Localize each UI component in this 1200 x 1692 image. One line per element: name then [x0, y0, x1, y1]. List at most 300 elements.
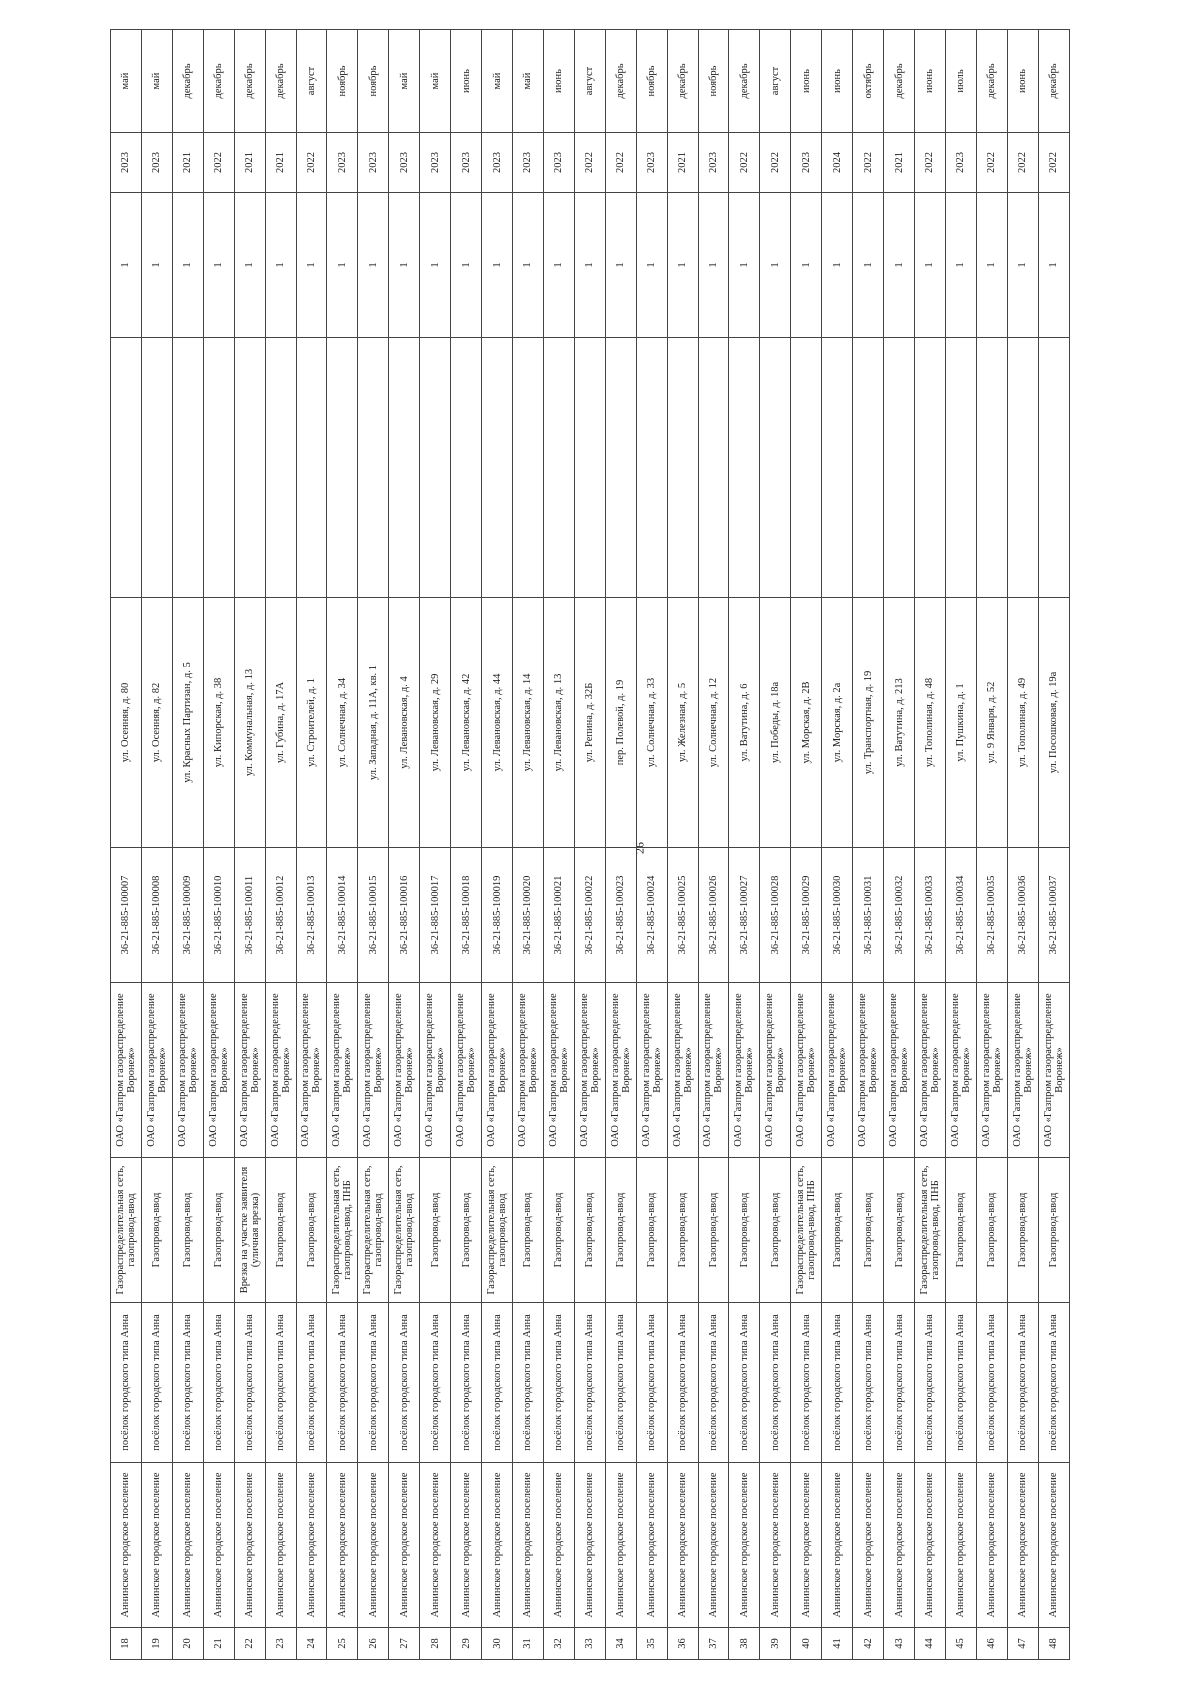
- cell-address: ул. Солнечная, д. 34: [327, 598, 358, 848]
- cell-year: 2023: [791, 133, 822, 193]
- cell-code: 36-21-885-100021: [543, 848, 574, 983]
- cell-object-type: Газопровод-ввод: [141, 1158, 172, 1303]
- cell-num: 42: [853, 1628, 884, 1660]
- cell-object-type: Газопровод-ввод: [729, 1158, 760, 1303]
- cell-settlement: Аннинское городское поселение: [945, 1463, 976, 1628]
- cell-empty: [482, 338, 513, 598]
- cell-object-type: Газопровод-ввод: [884, 1158, 915, 1303]
- cell-address: ул. Солнечная, д. 33: [636, 598, 667, 848]
- cell-month: июнь: [822, 30, 853, 133]
- cell-settlement: Аннинское городское поселение: [203, 1463, 234, 1628]
- cell-year: 2023: [945, 133, 976, 193]
- cell-locality: посёлок городского типа Анна: [853, 1303, 884, 1463]
- cell-month: декабрь: [884, 30, 915, 133]
- cell-month: июнь: [1007, 30, 1038, 133]
- cell-empty: [358, 338, 389, 598]
- cell-count: 1: [389, 193, 420, 338]
- cell-owner: ОАО «Газпром газораспределение Воронеж»: [698, 983, 729, 1158]
- cell-owner: ОАО «Газпром газораспределение Воронеж»: [296, 983, 327, 1158]
- cell-locality: посёлок городского типа Анна: [1007, 1303, 1038, 1463]
- cell-empty: [698, 338, 729, 598]
- cell-address: ул. Левановская, д. 44: [482, 598, 513, 848]
- cell-locality: посёлок городского типа Анна: [574, 1303, 605, 1463]
- table-row: [482, 30, 513, 1660]
- cell-object-type: Газопровод-ввод: [512, 1158, 543, 1303]
- cell-num: 48: [1038, 1628, 1069, 1660]
- cell-address: ул. Морская, д. 2В: [791, 598, 822, 848]
- cell-owner: ОАО «Газпром газораспределение Воронеж»: [234, 983, 265, 1158]
- cell-owner: ОАО «Газпром газораспределение Воронеж»: [729, 983, 760, 1158]
- cell-year: 2022: [976, 133, 1007, 193]
- table-row: [543, 30, 574, 1660]
- cell-num: 34: [605, 1628, 636, 1660]
- cell-num: 22: [234, 1628, 265, 1660]
- cell-settlement: Аннинское городское поселение: [574, 1463, 605, 1628]
- cell-settlement: Аннинское городское поселение: [791, 1463, 822, 1628]
- cell-address: ул. Осенняя, д. 82: [141, 598, 172, 848]
- cell-month: ноябрь: [636, 30, 667, 133]
- cell-count: 1: [296, 193, 327, 338]
- table-row: [141, 30, 172, 1660]
- cell-owner: ОАО «Газпром газораспределение Воронеж»: [976, 983, 1007, 1158]
- cell-settlement: Аннинское городское поселение: [976, 1463, 1007, 1628]
- cell-object-type: Газопровод-ввод: [1007, 1158, 1038, 1303]
- cell-locality: посёлок городского типа Анна: [420, 1303, 451, 1463]
- cell-empty: [141, 338, 172, 598]
- cell-address: ул. Левановская, д. 4: [389, 598, 420, 848]
- table-row: [729, 30, 760, 1660]
- table-row: [203, 30, 234, 1660]
- cell-year: 2021: [667, 133, 698, 193]
- cell-year: 2023: [389, 133, 420, 193]
- table-row: [389, 30, 420, 1660]
- cell-object-type: Газопровод-ввод: [172, 1158, 203, 1303]
- rotated-page-content: [110, 30, 1070, 1660]
- cell-empty: [636, 338, 667, 598]
- cell-owner: ОАО «Газпром газораспределение Воронеж»: [420, 983, 451, 1158]
- table-row: [1038, 30, 1069, 1660]
- cell-settlement: Аннинское городское поселение: [1038, 1463, 1069, 1628]
- table-row: [884, 30, 915, 1660]
- cell-year: 2022: [853, 133, 884, 193]
- cell-object-type: Врезка на участке заявителя (уличная врезка): [234, 1158, 265, 1303]
- cell-count: 1: [791, 193, 822, 338]
- cell-count: 1: [1007, 193, 1038, 338]
- cell-month: ноябрь: [327, 30, 358, 133]
- cell-empty: [822, 338, 853, 598]
- cell-num: 25: [327, 1628, 358, 1660]
- cell-owner: ОАО «Газпром газораспределение Воронеж»: [327, 983, 358, 1158]
- cell-empty: [172, 338, 203, 598]
- cell-count: 1: [698, 193, 729, 338]
- cell-settlement: Аннинское городское поселение: [358, 1463, 389, 1628]
- cell-code: 36-21-885-100020: [512, 848, 543, 983]
- cell-code: 36-21-885-100030: [822, 848, 853, 983]
- cell-code: 36-21-885-100011: [234, 848, 265, 983]
- cell-empty: [420, 338, 451, 598]
- cell-settlement: Аннинское городское поселение: [327, 1463, 358, 1628]
- cell-count: 1: [667, 193, 698, 338]
- cell-code: 36-21-885-100010: [203, 848, 234, 983]
- table-row: [914, 30, 945, 1660]
- table-row: [791, 30, 822, 1660]
- cell-count: 1: [605, 193, 636, 338]
- cell-owner: ОАО «Газпром газораспределение Воронеж»: [543, 983, 574, 1158]
- cell-locality: посёлок городского типа Анна: [636, 1303, 667, 1463]
- cell-code: 36-21-885-100025: [667, 848, 698, 983]
- cell-owner: ОАО «Газпром газораспределение Воронеж»: [945, 983, 976, 1158]
- cell-owner: ОАО «Газпром газораспределение Воронеж»: [574, 983, 605, 1158]
- cell-count: 1: [1038, 193, 1069, 338]
- cell-object-type: Газораспределительная сеть, газопровод-ввод, ПНБ: [791, 1158, 822, 1303]
- cell-settlement: Аннинское городское поселение: [451, 1463, 482, 1628]
- cell-year: 2022: [729, 133, 760, 193]
- cell-object-type: Газопровод-ввод: [976, 1158, 1007, 1303]
- cell-code: 36-21-885-100018: [451, 848, 482, 983]
- cell-address: ул. Тополиная, д. 48: [914, 598, 945, 848]
- cell-code: 36-21-885-100032: [884, 848, 915, 983]
- cell-num: 30: [482, 1628, 513, 1660]
- cell-object-type: Газораспределительная сеть, газопровод-ввод: [482, 1158, 513, 1303]
- cell-empty: [914, 338, 945, 598]
- cell-year: 2021: [172, 133, 203, 193]
- cell-settlement: Аннинское городское поселение: [543, 1463, 574, 1628]
- cell-owner: ОАО «Газпром газораспределение Воронеж»: [914, 983, 945, 1158]
- cell-count: 1: [884, 193, 915, 338]
- cell-num: 38: [729, 1628, 760, 1660]
- cell-object-type: Газораспределительная сеть, газопровод-ввод, ПНБ: [914, 1158, 945, 1303]
- cell-code: 36-21-885-100016: [389, 848, 420, 983]
- cell-code: 36-21-885-100013: [296, 848, 327, 983]
- cell-month: декабрь: [667, 30, 698, 133]
- cell-code: 36-21-885-100028: [760, 848, 791, 983]
- cell-year: 2023: [327, 133, 358, 193]
- cell-month: август: [296, 30, 327, 133]
- cell-object-type: Газораспределительная сеть, газопровод-ввод: [111, 1158, 142, 1303]
- cell-locality: посёлок городского типа Анна: [791, 1303, 822, 1463]
- cell-object-type: Газопровод-ввод: [822, 1158, 853, 1303]
- cell-empty: [512, 338, 543, 598]
- cell-count: 1: [512, 193, 543, 338]
- cell-owner: ОАО «Газпром газораспределение Воронеж»: [203, 983, 234, 1158]
- cell-year: 2021: [884, 133, 915, 193]
- cell-code: 36-21-885-100007: [111, 848, 142, 983]
- cell-object-type: Газопровод-ввод: [574, 1158, 605, 1303]
- cell-address: ул. Красных Партизан, д. 5: [172, 598, 203, 848]
- cell-address: ул. Ватутина, д. 6: [729, 598, 760, 848]
- table-row: [853, 30, 884, 1660]
- table-row: [512, 30, 543, 1660]
- cell-count: 1: [111, 193, 142, 338]
- cell-count: 1: [729, 193, 760, 338]
- cell-locality: посёлок городского типа Анна: [698, 1303, 729, 1463]
- cell-year: 2023: [698, 133, 729, 193]
- cell-locality: посёлок городского типа Анна: [945, 1303, 976, 1463]
- cell-num: 19: [141, 1628, 172, 1660]
- cell-num: 37: [698, 1628, 729, 1660]
- cell-empty: [1007, 338, 1038, 598]
- cell-count: 1: [451, 193, 482, 338]
- cell-num: 35: [636, 1628, 667, 1660]
- cell-num: 45: [945, 1628, 976, 1660]
- cell-year: 2022: [914, 133, 945, 193]
- cell-empty: [976, 338, 1007, 598]
- cell-address: ул. Левановская, д. 42: [451, 598, 482, 848]
- cell-empty: [884, 338, 915, 598]
- cell-month: август: [574, 30, 605, 133]
- cell-empty: [203, 338, 234, 598]
- cell-month: октябрь: [853, 30, 884, 133]
- cell-settlement: Аннинское городское поселение: [636, 1463, 667, 1628]
- cell-count: 1: [234, 193, 265, 338]
- page-number: 26: [632, 842, 647, 854]
- cell-locality: посёлок городского типа Анна: [203, 1303, 234, 1463]
- cell-object-type: Газопровод-ввод: [698, 1158, 729, 1303]
- cell-code: 36-21-885-100014: [327, 848, 358, 983]
- cell-month: июнь: [791, 30, 822, 133]
- cell-month: май: [512, 30, 543, 133]
- cell-settlement: Аннинское городское поселение: [884, 1463, 915, 1628]
- cell-num: 43: [884, 1628, 915, 1660]
- cell-month: май: [111, 30, 142, 133]
- cell-locality: посёлок городского типа Анна: [512, 1303, 543, 1463]
- cell-month: май: [482, 30, 513, 133]
- cell-empty: [265, 338, 296, 598]
- cell-owner: ОАО «Газпром газораспределение Воронеж»: [1007, 983, 1038, 1158]
- table-row: [420, 30, 451, 1660]
- cell-locality: посёлок городского типа Анна: [1038, 1303, 1069, 1463]
- cell-year: 2023: [543, 133, 574, 193]
- cell-count: 1: [945, 193, 976, 338]
- cell-num: 33: [574, 1628, 605, 1660]
- cell-num: 31: [512, 1628, 543, 1660]
- cell-num: 39: [760, 1628, 791, 1660]
- cell-address: ул. Солнечная, д. 12: [698, 598, 729, 848]
- cell-year: 2022: [605, 133, 636, 193]
- cell-owner: ОАО «Газпром газораспределение Воронеж»: [636, 983, 667, 1158]
- cell-count: 1: [760, 193, 791, 338]
- cell-code: 36-21-885-100026: [698, 848, 729, 983]
- cell-settlement: Аннинское городское поселение: [729, 1463, 760, 1628]
- cell-owner: ОАО «Газпром газораспределение Воронеж»: [482, 983, 513, 1158]
- cell-count: 1: [420, 193, 451, 338]
- cell-empty: [945, 338, 976, 598]
- cell-empty: [234, 338, 265, 598]
- table-row: [172, 30, 203, 1660]
- table-row: [945, 30, 976, 1660]
- cell-object-type: Газопровод-ввод: [265, 1158, 296, 1303]
- cell-settlement: Аннинское городское поселение: [482, 1463, 513, 1628]
- cell-locality: посёлок городского типа Анна: [389, 1303, 420, 1463]
- cell-object-type: Газопровод-ввод: [543, 1158, 574, 1303]
- cell-count: 1: [636, 193, 667, 338]
- cell-settlement: Аннинское городское поселение: [296, 1463, 327, 1628]
- cell-locality: посёлок городского типа Анна: [451, 1303, 482, 1463]
- cell-code: 36-21-885-100027: [729, 848, 760, 983]
- cell-code: 36-21-885-100024: [636, 848, 667, 983]
- cell-settlement: Аннинское городское поселение: [172, 1463, 203, 1628]
- cell-year: 2023: [420, 133, 451, 193]
- cell-count: 1: [543, 193, 574, 338]
- cell-locality: посёлок городского типа Анна: [884, 1303, 915, 1463]
- cell-owner: ОАО «Газпром газораспределение Воронеж»: [884, 983, 915, 1158]
- cell-num: 18: [111, 1628, 142, 1660]
- cell-object-type: Газопровод-ввод: [1038, 1158, 1069, 1303]
- table-row: [296, 30, 327, 1660]
- cell-year: 2023: [358, 133, 389, 193]
- cell-empty: [791, 338, 822, 598]
- cell-settlement: Аннинское городское поселение: [914, 1463, 945, 1628]
- cell-empty: [389, 338, 420, 598]
- cell-object-type: Газопровод-ввод: [760, 1158, 791, 1303]
- cell-object-type: Газопровод-ввод: [853, 1158, 884, 1303]
- cell-object-type: Газопровод-ввод: [667, 1158, 698, 1303]
- cell-address: ул. Строителей, д. 1: [296, 598, 327, 848]
- cell-empty: [667, 338, 698, 598]
- cell-locality: посёлок городского типа Анна: [976, 1303, 1007, 1463]
- table-row: [451, 30, 482, 1660]
- table-row: [605, 30, 636, 1660]
- cell-address: ул. Левановская, д. 29: [420, 598, 451, 848]
- cell-settlement: Аннинское городское поселение: [141, 1463, 172, 1628]
- cell-month: июнь: [914, 30, 945, 133]
- cell-year: 2023: [512, 133, 543, 193]
- cell-count: 1: [203, 193, 234, 338]
- table-body: [111, 30, 1070, 1660]
- cell-owner: ОАО «Газпром газораспределение Воронеж»: [760, 983, 791, 1158]
- cell-month: июнь: [543, 30, 574, 133]
- cell-settlement: Аннинское городское поселение: [698, 1463, 729, 1628]
- cell-address: ул. Левановская, д. 14: [512, 598, 543, 848]
- cell-address: ул. 9 Января, д. 52: [976, 598, 1007, 848]
- cell-code: 36-21-885-100019: [482, 848, 513, 983]
- cell-count: 1: [822, 193, 853, 338]
- cell-address: ул. Осенняя, д. 80: [111, 598, 142, 848]
- cell-month: декабрь: [172, 30, 203, 133]
- cell-count: 1: [976, 193, 1007, 338]
- cell-year: 2024: [822, 133, 853, 193]
- cell-owner: ОАО «Газпром газораспределение Воронеж»: [358, 983, 389, 1158]
- cell-code: 36-21-885-100036: [1007, 848, 1038, 983]
- cell-address: ул. Транспортная, д. 19: [853, 598, 884, 848]
- cell-settlement: Аннинское городское поселение: [667, 1463, 698, 1628]
- cell-month: декабрь: [234, 30, 265, 133]
- cell-month: май: [420, 30, 451, 133]
- cell-owner: ОАО «Газпром газораспределение Воронеж»: [667, 983, 698, 1158]
- cell-year: 2023: [111, 133, 142, 193]
- cell-address: ул. Западная, д. 11А, кв. 1: [358, 598, 389, 848]
- cell-month: декабрь: [1038, 30, 1069, 133]
- cell-year: 2021: [234, 133, 265, 193]
- cell-year: 2022: [203, 133, 234, 193]
- cell-address: ул. Кипорская, д. 38: [203, 598, 234, 848]
- cell-settlement: Аннинское городское поселение: [605, 1463, 636, 1628]
- cell-num: 23: [265, 1628, 296, 1660]
- cell-code: 36-21-885-100037: [1038, 848, 1069, 983]
- cell-locality: посёлок городского типа Анна: [111, 1303, 142, 1463]
- cell-owner: ОАО «Газпром газораспределение Воронеж»: [141, 983, 172, 1158]
- cell-owner: ОАО «Газпром газораспределение Воронеж»: [822, 983, 853, 1158]
- cell-address: ул. Пушкина, д. 1: [945, 598, 976, 848]
- cell-empty: [296, 338, 327, 598]
- cell-object-type: Газораспределительная сеть, газопровод-ввод, ПНБ: [327, 1158, 358, 1303]
- cell-locality: посёлок городского типа Анна: [822, 1303, 853, 1463]
- cell-address: ул. Посошковая, д. 19а: [1038, 598, 1069, 848]
- cell-num: 26: [358, 1628, 389, 1660]
- cell-code: 36-21-885-100022: [574, 848, 605, 983]
- cell-month: декабрь: [605, 30, 636, 133]
- cell-settlement: Аннинское городское поселение: [111, 1463, 142, 1628]
- cell-locality: посёлок городского типа Анна: [172, 1303, 203, 1463]
- cell-locality: посёлок городского типа Анна: [327, 1303, 358, 1463]
- cell-settlement: Аннинское городское поселение: [1007, 1463, 1038, 1628]
- table-row: [574, 30, 605, 1660]
- cell-num: 32: [543, 1628, 574, 1660]
- cell-code: 36-21-885-100012: [265, 848, 296, 983]
- cell-locality: посёлок городского типа Анна: [358, 1303, 389, 1463]
- cell-address: ул. Ватутина, д. 213: [884, 598, 915, 848]
- cell-empty: [327, 338, 358, 598]
- cell-object-type: Газораспределительная сеть, газопровод-ввод: [389, 1158, 420, 1303]
- cell-object-type: Газопровод-ввод: [420, 1158, 451, 1303]
- cell-year: 2022: [1007, 133, 1038, 193]
- table-row: [636, 30, 667, 1660]
- cell-owner: ОАО «Газпром газораспределение Воронеж»: [265, 983, 296, 1158]
- table-row: [698, 30, 729, 1660]
- cell-code: 36-21-885-100023: [605, 848, 636, 983]
- cell-object-type: Газопровод-ввод: [203, 1158, 234, 1303]
- cell-locality: посёлок городского типа Анна: [667, 1303, 698, 1463]
- cell-count: 1: [853, 193, 884, 338]
- cell-object-type: Газораспределительная сеть, газопровод-ввод: [358, 1158, 389, 1303]
- cell-settlement: Аннинское городское поселение: [265, 1463, 296, 1628]
- table-row: [1007, 30, 1038, 1660]
- cell-address: ул. Репина, д. 32Б: [574, 598, 605, 848]
- cell-locality: посёлок городского типа Анна: [141, 1303, 172, 1463]
- cell-year: 2022: [760, 133, 791, 193]
- cell-count: 1: [914, 193, 945, 338]
- cell-locality: посёлок городского типа Анна: [914, 1303, 945, 1463]
- cell-code: 36-21-885-100029: [791, 848, 822, 983]
- cell-num: 47: [1007, 1628, 1038, 1660]
- cell-code: 36-21-885-100034: [945, 848, 976, 983]
- cell-address: ул. Морская, д. 2а: [822, 598, 853, 848]
- cell-locality: посёлок городского типа Анна: [265, 1303, 296, 1463]
- cell-owner: ОАО «Газпром газораспределение Воронеж»: [111, 983, 142, 1158]
- cell-month: декабрь: [729, 30, 760, 133]
- table-row: [822, 30, 853, 1660]
- cell-count: 1: [172, 193, 203, 338]
- cell-settlement: Аннинское городское поселение: [853, 1463, 884, 1628]
- cell-owner: ОАО «Газпром газораспределение Воронеж»: [389, 983, 420, 1158]
- cell-empty: [574, 338, 605, 598]
- cell-num: 40: [791, 1628, 822, 1660]
- cell-month: ноябрь: [358, 30, 389, 133]
- cell-empty: [760, 338, 791, 598]
- cell-empty: [605, 338, 636, 598]
- cell-month: июль: [945, 30, 976, 133]
- cell-num: 28: [420, 1628, 451, 1660]
- cell-object-type: Газопровод-ввод: [296, 1158, 327, 1303]
- cell-month: декабрь: [976, 30, 1007, 133]
- cell-code: 36-21-885-100031: [853, 848, 884, 983]
- cell-settlement: Аннинское городское поселение: [512, 1463, 543, 1628]
- cell-year: 2021: [265, 133, 296, 193]
- cell-owner: ОАО «Газпром газораспределение Воронеж»: [451, 983, 482, 1158]
- cell-year: 2022: [574, 133, 605, 193]
- cell-year: 2023: [482, 133, 513, 193]
- table-row: [358, 30, 389, 1660]
